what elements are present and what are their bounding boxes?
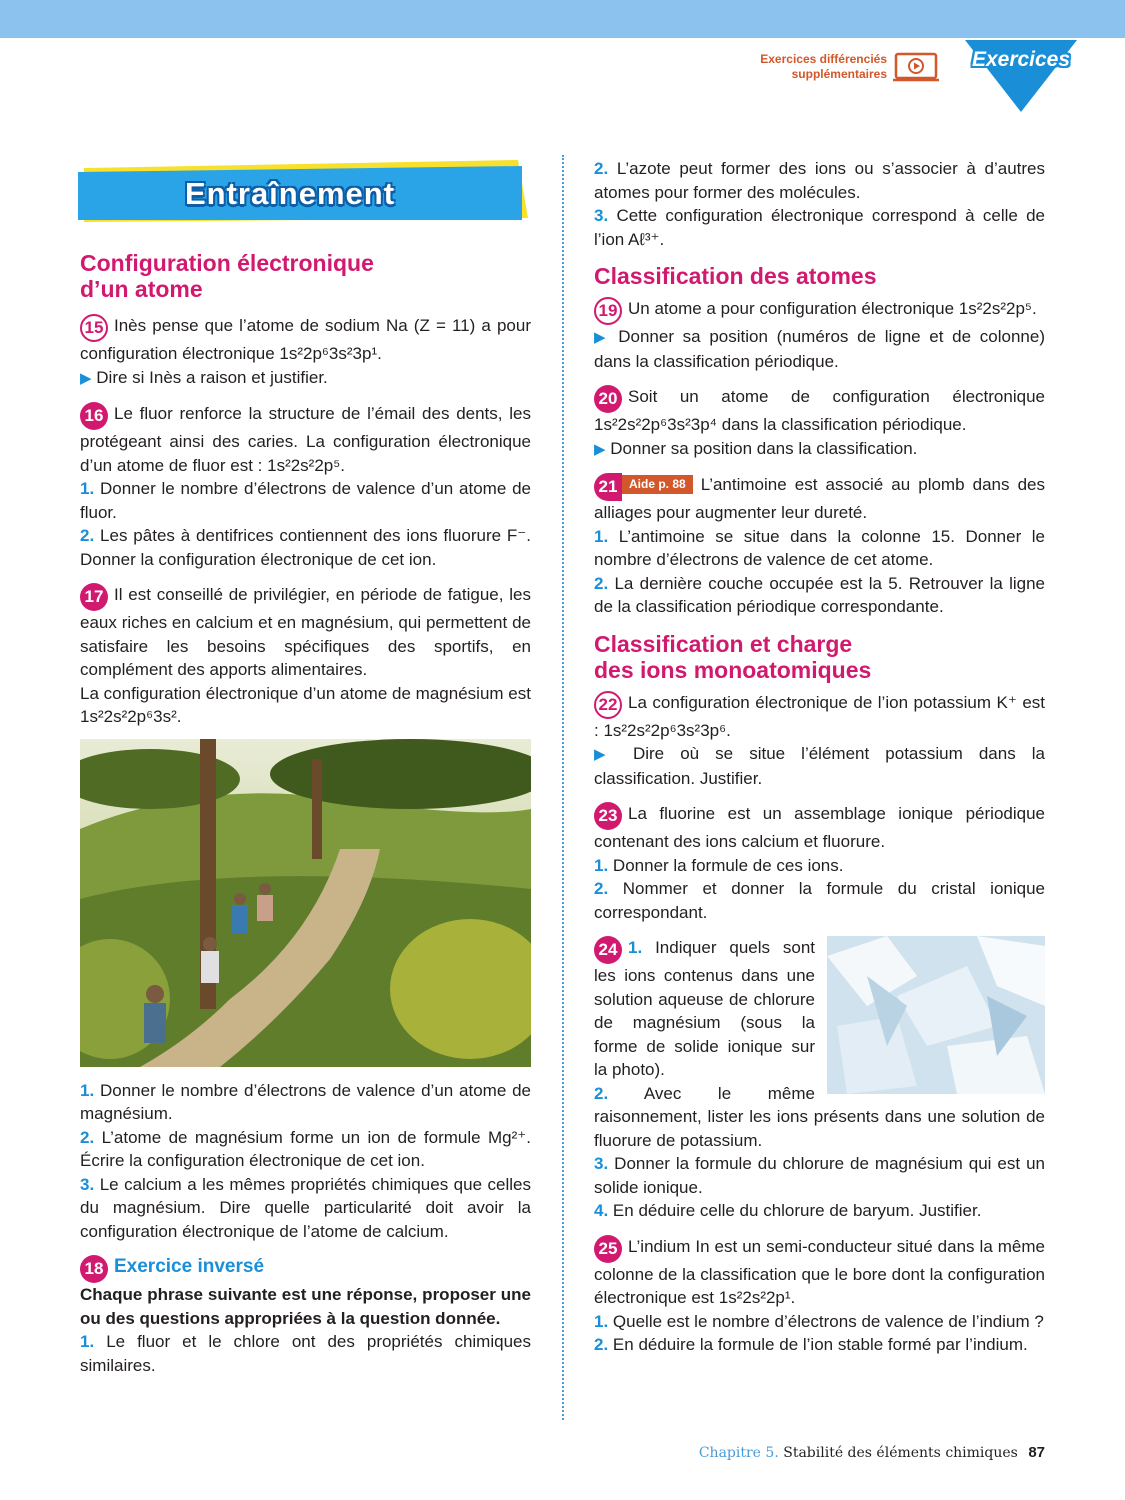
arrow-icon: ▶	[80, 369, 92, 387]
exercise-number: 18	[80, 1255, 108, 1283]
hikers-trail-photo	[80, 739, 531, 1067]
exercise-number: 15	[80, 314, 108, 342]
exercise-inverse-title: Exercice inversé	[114, 1256, 265, 1277]
page-number: 87	[1028, 1444, 1045, 1461]
exercise-number: 23	[594, 802, 622, 830]
top-color-bar	[0, 0, 1125, 38]
exercise-19: 19 Un atome a pour configuration électronique 1s²2s²2p⁵. ▶ Donner sa position (numéros de ligne et de colonne) dans la classification périodique.	[594, 299, 1045, 371]
extra-exercises-line1: Exercices différenciés	[760, 52, 887, 66]
arrow-icon: ▶	[594, 746, 617, 763]
arrow-icon: ▶	[594, 329, 610, 346]
extra-exercises-line2: supplémentaires	[791, 67, 887, 81]
page-footer	[699, 1444, 1045, 1461]
exercise-number: 20	[594, 385, 622, 413]
exercise-number: 22	[594, 691, 622, 719]
extra-exercises-label[interactable]	[760, 52, 887, 82]
section-title-ions: Classification et charge des ions monoatomiques	[594, 630, 872, 683]
exercise-number: 24	[594, 936, 622, 964]
exercices-tab-label[interactable]: Exercices	[971, 48, 1071, 71]
page-title: Entraînement	[184, 176, 396, 211]
section-title-configuration: Configuration électronique d’un atome	[80, 250, 374, 302]
exercise-16: 16 Le fluor renforce la structure de l’émail des dents, les protégeant ainsi des caries. La configuration électronique d’un atome de fluor est : 1s²2s²2p⁵. 1. Donner le nombre d’électrons de valence d’un atome de fluor. 2. Les pâtes à dentifrices contiennent des ions fluorure F⁻. Donner la configuration électronique de cet ion.	[80, 404, 531, 569]
left-column	[80, 250, 531, 1377]
exercise-number: 17	[80, 583, 108, 611]
exercise-17: 17 Il est conseillé de privilégier, en période de fatigue, les eaux riches en calcium et en magnésium, qui permettent de satisfaire les besoins spécifiques des sportifs, en complément des apports alimentaires. La configuration électronique d’un atome de magnésium est 1s²2s²2p⁶3s². 1. Donner le nombre d’électrons de valence d’un atome de magnésium. 2. L’atome de magnésium forme un ion de formule Mg²⁺. Écrire la configuration électronique de cet ion. 3. Le calcium a les mêmes propriétés chimiques que celles du magnésium. Dire quelle particularité doit avoir la configuration électronique de l’atome de calcium.	[80, 583, 531, 1243]
exercise-18: 18 Exercice inversé Chaque phrase suivante est une réponse, proposer une ou des questions appropriées à la question donnée. 1. Le fluor et le chlore ont des propriétés chimiques similaires.	[80, 1256, 531, 1375]
exercise-24: 24 1. Indiquer quels sont les ions contenus dans une solution aqueuse de chlorure de magnésium (sous la forme de solide ionique sur la photo). 2. Avec le même raisonnement, lister les ions présents dans une solution de fluorure de potassium. 3. Donner la formule du chlorure de magnésium qui est un solide ionique. 4. En déduire celle du chlorure de baryum. Justifier.	[594, 938, 1045, 1220]
exercise-22: 22 La configuration électronique de l’ion potassium K⁺ est : 1s²2s²2p⁶3s²3p⁶. ▶ Dire où se situe l’élément potassium dans la classification. Justifier.	[594, 692, 1045, 788]
magnesium-chloride-photo	[827, 936, 1045, 1094]
chapter-title: Stabilité des éléments chimiques	[783, 1445, 1018, 1461]
exercise-23: 23 La fluorine est un assemblage ionique périodique contenant des ions calcium et fluorure. 1. Donner la formule de ces ions. 2. Nommer et donner la formule du cristal ionique correspondant.	[594, 804, 1045, 922]
exercise-25: 25 L’indium In est un semi-conducteur situé dans la même colonne de la classification que le bore dont la configuration électronique est 1s²2s²2p¹. 1. Quelle est le nombre d’électrons de valence de l’indium ? 2. En déduire la formule de l’ion stable formé par l’indium.	[594, 1236, 1045, 1354]
exercise-15: 15 Inès pense que l’atome de sodium Na (Z = 11) a pour configuration électronique 1s²2p⁶3s²3p¹. ▶ Dire si Inès a raison et justifier.	[80, 316, 531, 387]
video-play-icon[interactable]	[893, 52, 939, 82]
exercise-20: 20 Soit un atome de configuration électronique 1s²2s²2p⁶3s²3p⁴ dans la classification périodique. ▶ Donner sa position dans la classification.	[594, 387, 1045, 458]
arrow-icon: ▶	[594, 440, 606, 458]
exercise-number: 19	[594, 297, 622, 325]
chapter-label: Chapitre 5.	[698, 1445, 779, 1461]
help-link-badge[interactable]: Aide p. 88	[622, 475, 693, 494]
exercise-number: 16	[80, 402, 108, 430]
exercise-number: 25	[594, 1235, 622, 1263]
column-separator	[562, 155, 564, 1420]
exercise-number: 21	[594, 473, 622, 501]
section-title-classification: Classification des atomes	[594, 263, 877, 289]
right-column: 2. L’azote peut former des ions ou s’associer à d’autres atomes pour former des molécules. 3. Cette configuration électronique correspond à celle de l’ion Aℓ³⁺. Classification des atomes 19 Un atome a pour configuration électronique 1s²2s²2p⁵. ▶ Donner sa position (numéros de ligne et de colonne) dans la classification périodique. 20 Soit un atome de configuration électronique 1s²2s²2p⁶3s²3p⁴ dans la classification périodique. ▶ Donner sa position dans la classification. 21 Aide p. 88 L’antimoine est associé au plomb dans des alliages pour augmenter leur dureté. 1. L’antimoine se situe dans la colonne 15. Donner le nombre d’électrons de valence de cet atome. 2. La dernière couche occupée est la 5. Retrouver la ligne de la classification périodique correspondante. Classification et charge des ions monoatomiques 22 La configuration électronique de l’ion potassium K⁺ est : 1s²2s²2p⁶3s²3p⁶. ▶ Dire où se situe l’élément potassium dans la classification. Justifier. 23 La fluorine est un assemblage ionique périodique contenant des ions calcium et fluorure. 1. Donner la formule de ces ions. 2. Nommer et donner la formule du cristal ionique correspondant. 24 1. Indiquer quels sont les ions contenus dans une solution aqueuse de chlorure de magnésium (sous la forme de solide ionique sur la photo). 2. Avec le même raisonnement, lister les ions présents dans une solution de fluorure de potassium. 3. Donner la formule du chlorure de magnésium qui est un solide ionique. 4. En déduire celle du chlorure de baryum. Justifier. 25 L’indium In est un semi-conducteur situé dans la même colonne de la classification que le bore dont la configuration électronique est 1s²2s²2p¹. 1. Quelle est le nombre d’électrons de valence de l’indium ? 2. En déduire la formule de l’ion stable formé par l’indium.	[594, 157, 1045, 1357]
exercise-21: 21 Aide p. 88 L’antimoine est associé au plomb dans des alliages pour augmenter leur dureté. 1. L’antimoine se situe dans la colonne 15. Donner le nombre d’électrons de valence de cet atome. 2. La dernière couche occupée est la 5. Retrouver la ligne de la classification périodique correspondante.	[594, 475, 1045, 616]
